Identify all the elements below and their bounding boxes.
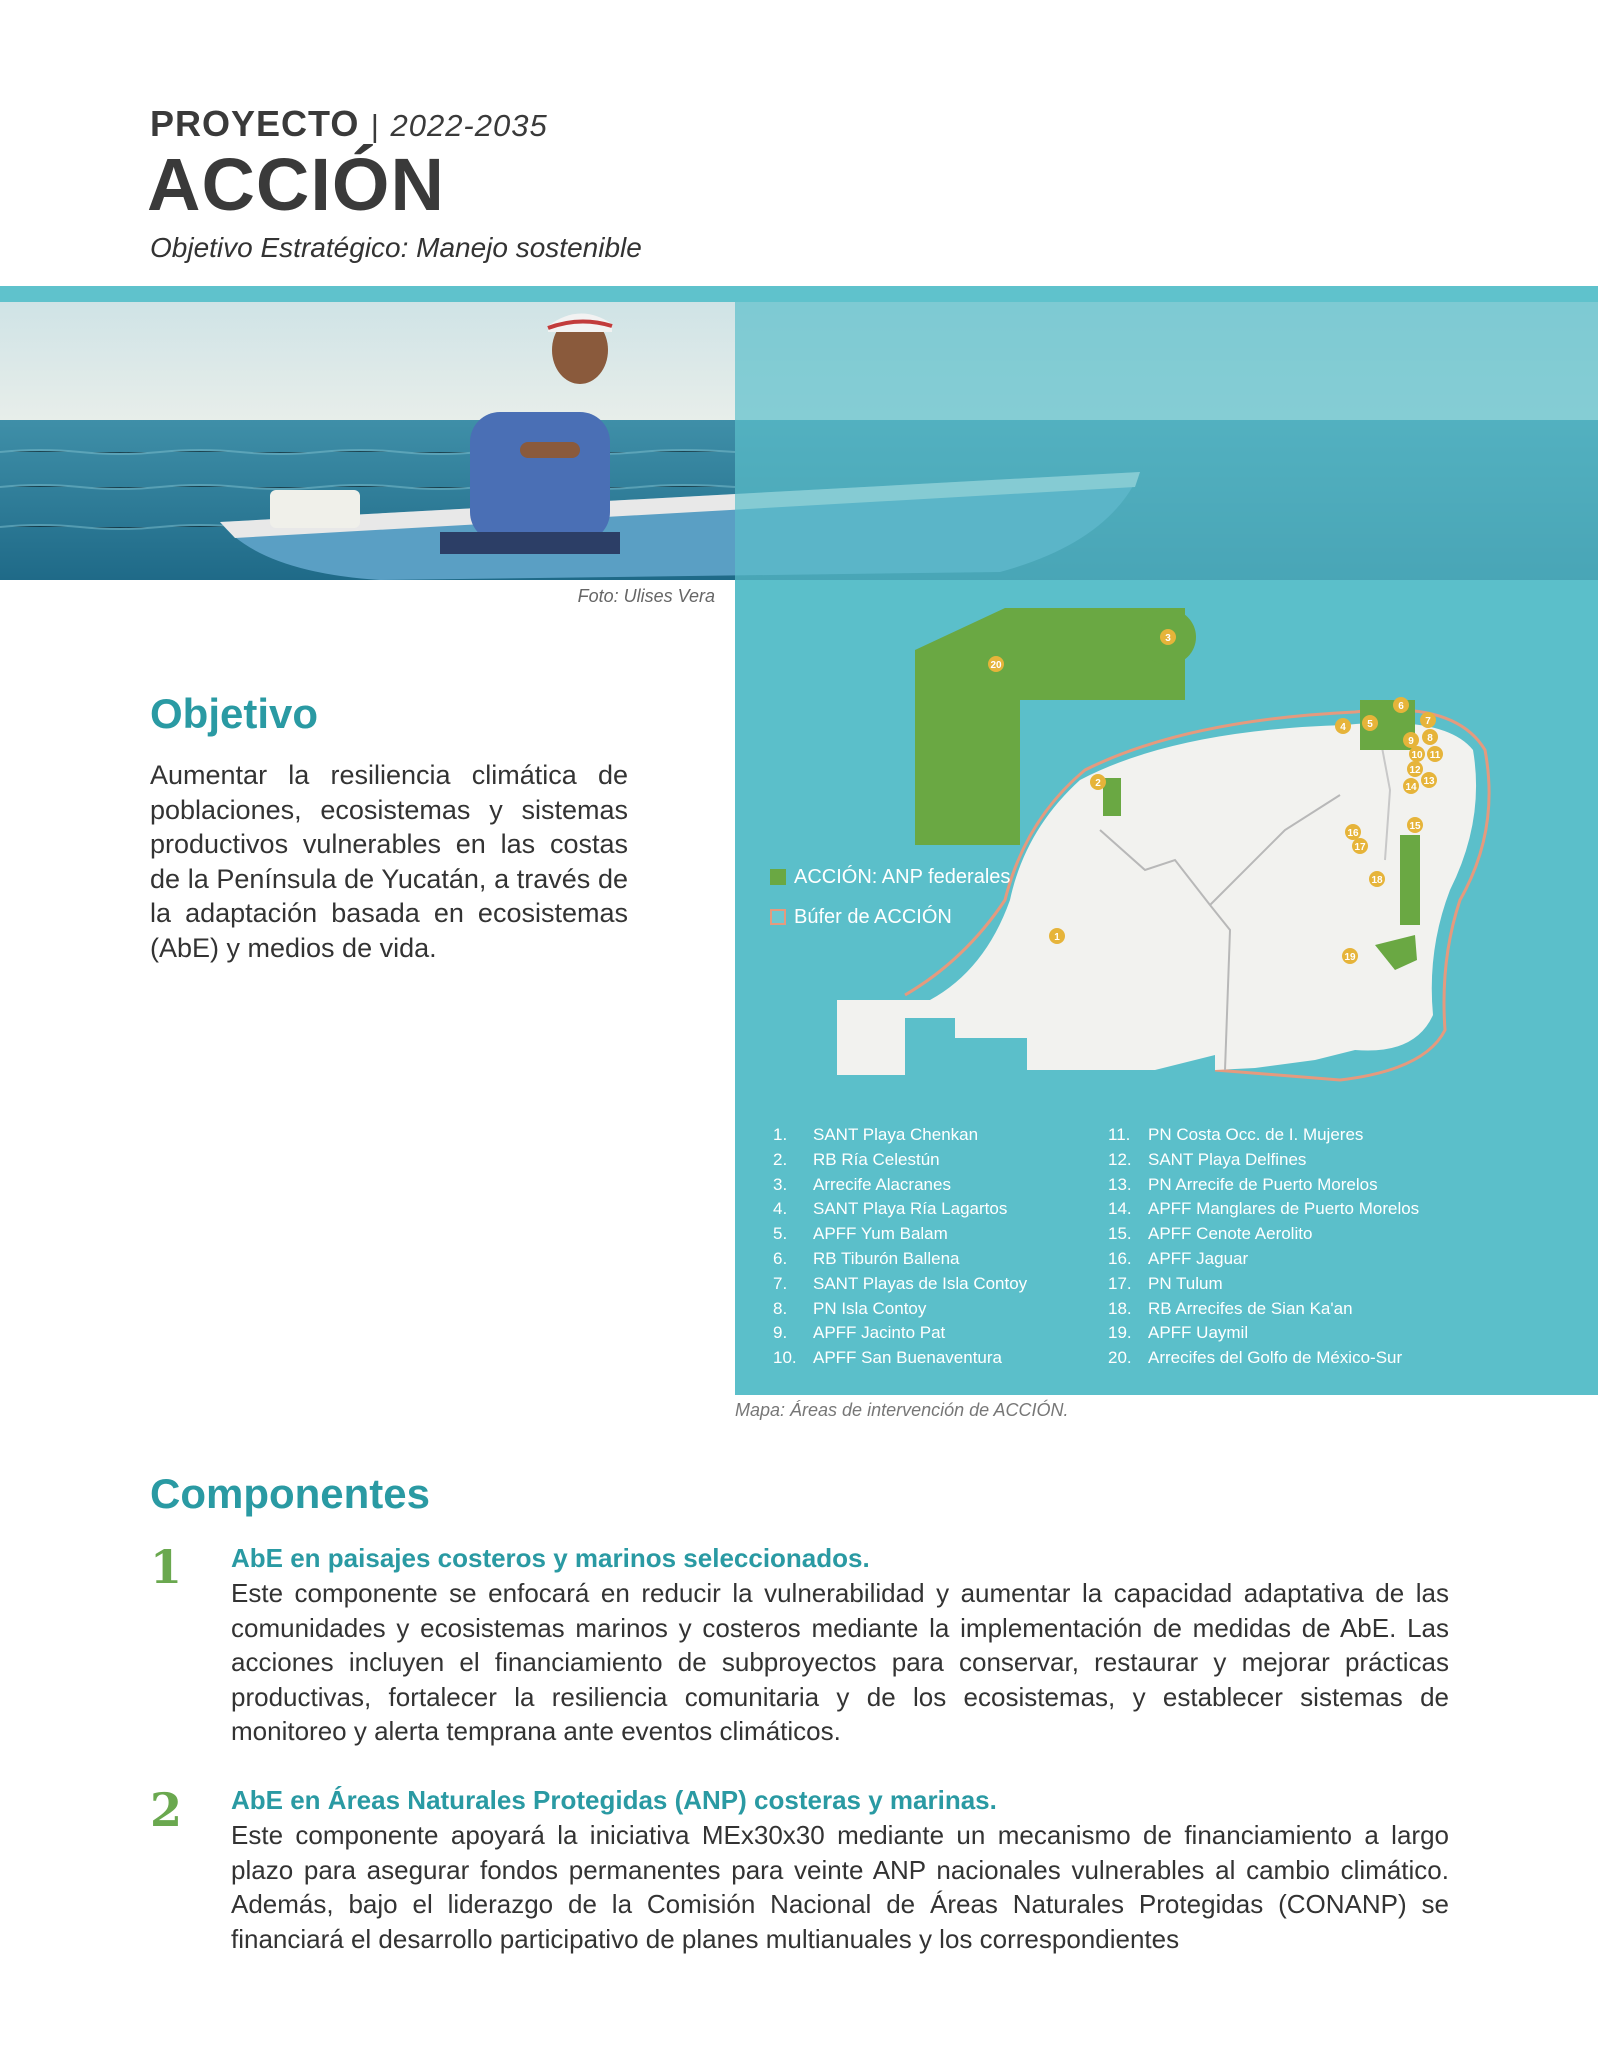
marker-8	[1422, 729, 1438, 745]
list-item: 19. APFF Uaymil	[1108, 1323, 1249, 1343]
components-heading: Componentes	[150, 1470, 431, 1517]
marker-16	[1345, 824, 1361, 840]
svg-text:1: 1	[1054, 932, 1060, 943]
marker-9	[1403, 732, 1419, 748]
list-item: 5. APFF Yum Balam	[773, 1224, 948, 1244]
svg-text:3: 3	[1165, 633, 1171, 644]
page-subtitle: Objetivo Estratégico: Manejo sostenible	[150, 232, 642, 263]
teal-band	[0, 286, 1598, 302]
list-item: 1. SANT Playa Chenkan	[773, 1125, 979, 1144]
marker-6	[1393, 697, 1409, 713]
svg-text:8: 8	[1427, 733, 1433, 744]
list-item: 2. RB Ría Celestún	[773, 1149, 940, 1169]
marker-17	[1352, 838, 1368, 854]
marker-19	[1342, 948, 1358, 964]
map-caption: Mapa: Áreas de intervención de ACCIÓN.	[735, 1400, 1069, 1420]
list-item: 7. SANT Playas de Isla Contoy	[773, 1273, 1028, 1293]
fisherman-photo	[0, 302, 1598, 580]
marker-20	[988, 656, 1004, 672]
list-item: 11. PN Costa Occ. de I. Mujeres	[1108, 1125, 1364, 1144]
marker-4	[1335, 718, 1351, 734]
list-item: 12. SANT Playa Delfines	[1108, 1149, 1307, 1169]
marker-11	[1427, 746, 1443, 762]
areas-list-right	[1108, 1123, 1419, 1371]
objective-heading: Objetivo	[150, 690, 319, 737]
legend-swatch-anp	[770, 869, 786, 885]
list-item: 20. Arrecifes del Golfo de México-Sur	[1108, 1348, 1403, 1368]
project-years: 2022-2035	[390, 108, 548, 143]
component-2-number: 2	[150, 1783, 183, 1837]
list-item: 9. APFF Jacinto Pat	[773, 1323, 946, 1343]
objective-text: Aumentar la resiliencia climática de poblaciones, ecosistemas y sistemas productivos vulnerables en las costas de la Península de Yucatán, a través de la adaptación basada en ecosistemas (AbE) y medios de vida.	[150, 760, 628, 963]
legend-swatch-buffer	[770, 909, 786, 925]
svg-text:9: 9	[1408, 736, 1414, 747]
marker-18	[1369, 871, 1385, 887]
project-word: PROYECTO	[150, 103, 360, 144]
component-1-text: Este componente se enfocará en reducir la vulnerabilidad y aumentar la capacidad adaptativa de las comunidades y ecosistemas marinos y costeros mediante la implementación de medidas de AbE. Las acciones incluyen el financiamiento de subproyectos para conservar, restaurar y mejorar prácticas productivas, fortalecer la resiliencia comunitaria y de los ecosistemas, y establecer sistemas de monitoreo y alerta temprana ante eventos climáticos.	[231, 1578, 1449, 1746]
marker-14	[1403, 778, 1419, 794]
list-item: 18. RB Arrecifes de Sian Ka'an	[1108, 1298, 1353, 1318]
list-item: 17. PN Tulum	[1108, 1273, 1223, 1293]
marker-12	[1407, 761, 1423, 777]
project-label	[150, 103, 548, 145]
svg-text:5: 5	[1367, 719, 1373, 730]
marker-2	[1090, 774, 1106, 790]
component-2-title: AbE en Áreas Naturales Protegidas (ANP) costeras y marinas.	[231, 1785, 997, 1815]
list-item: 13. PN Arrecife de Puerto Morelos	[1108, 1174, 1378, 1194]
svg-text:6: 6	[1398, 701, 1404, 712]
marker-7	[1420, 712, 1436, 728]
svg-text:13: 13	[1423, 776, 1435, 787]
legend-federal	[770, 866, 1010, 889]
page-title: ACCIÓN	[147, 143, 445, 226]
svg-text:10: 10	[1411, 750, 1423, 761]
svg-text:15: 15	[1409, 821, 1421, 832]
marker-13	[1421, 772, 1437, 788]
legend-buffer-label: Búfer de ACCIÓN	[794, 906, 952, 928]
svg-text:18: 18	[1371, 875, 1383, 886]
svg-text:16: 16	[1347, 828, 1359, 839]
svg-text:14: 14	[1405, 782, 1417, 793]
svg-text:4: 4	[1340, 722, 1346, 733]
component-1-number: 1	[150, 1540, 183, 1594]
photo-credit: Foto: Ulises Vera	[577, 586, 715, 606]
marker-5	[1362, 715, 1378, 731]
list-item: 6. RB Tiburón Ballena	[773, 1248, 960, 1268]
anp-sian-kaan	[1400, 835, 1420, 925]
marker-1	[1049, 928, 1065, 944]
component-2-text: Este componente apoyará la iniciativa MEx30x30 mediante un mecanismo de financiamiento a largo plazo para asegurar fondos permanentes para veinte ANP nacionales vulnerables al cambio climático. Además, bajo el liderazgo de la Comisión Nacional de Áreas Naturales Protegidas (CONANP) se financiará el desarrollo participativo de planes multianuales y los correspondientes	[231, 1820, 1449, 1954]
component-1-title: AbE en paisajes costeros y marinos seleccionados.	[231, 1543, 870, 1573]
list-item: 8. PN Isla Contoy	[773, 1298, 927, 1318]
svg-text:17: 17	[1354, 842, 1366, 853]
project-separator: |	[370, 108, 380, 143]
list-item: 10. APFF San Buenaventura	[773, 1348, 1003, 1368]
list-item: 14. APFF Manglares de Puerto Morelos	[1108, 1199, 1420, 1219]
svg-text:2: 2	[1095, 778, 1101, 789]
svg-text:20: 20	[990, 660, 1002, 671]
svg-text:11: 11	[1429, 750, 1441, 761]
list-item: 15. APFF Cenote Aerolito	[1108, 1224, 1313, 1244]
list-item: 3. Arrecife Alacranes	[773, 1174, 951, 1194]
intervention-map	[755, 600, 1598, 1090]
marker-15	[1407, 817, 1423, 833]
list-item: 16. APFF Jaguar	[1108, 1248, 1249, 1268]
svg-text:12: 12	[1409, 765, 1421, 776]
svg-text:19: 19	[1344, 952, 1356, 963]
svg-text:7: 7	[1425, 716, 1431, 727]
areas-list-left	[773, 1123, 1027, 1371]
marker-3	[1160, 629, 1176, 645]
legend-buffer	[770, 906, 952, 929]
list-item: 4. SANT Playa Ría Lagartos	[773, 1199, 1008, 1219]
legend-federal-label: ACCIÓN: ANP federales	[794, 866, 1011, 888]
marker-10	[1409, 746, 1425, 762]
